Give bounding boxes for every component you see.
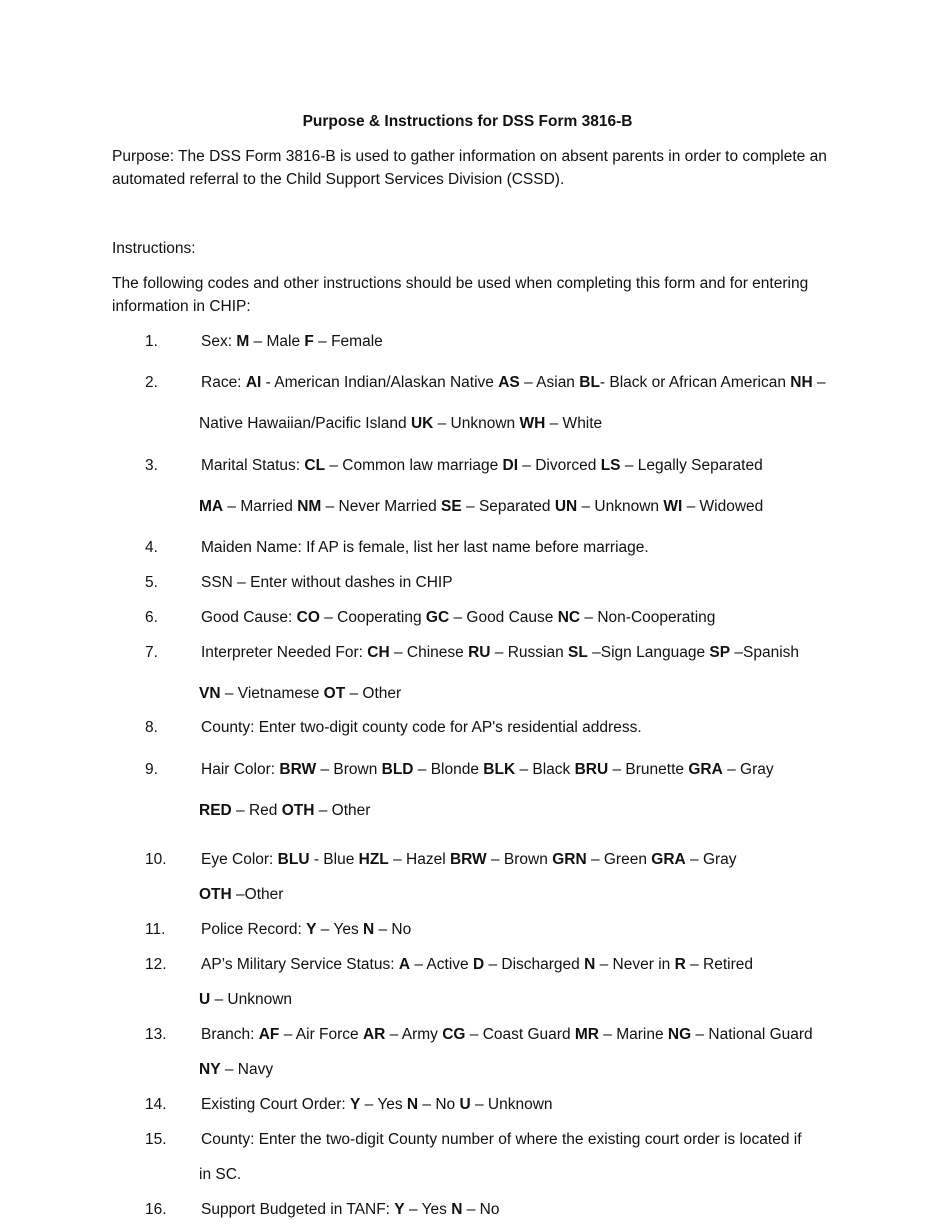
code: WI xyxy=(663,498,683,515)
list-item-number: 3. xyxy=(145,457,158,474)
list-item-continuation xyxy=(199,886,283,904)
code-description: - Black or African American xyxy=(599,374,791,391)
code: NC xyxy=(557,609,581,626)
code: OTH xyxy=(281,802,315,819)
list-item-number: 2. xyxy=(145,374,158,391)
list-item-text xyxy=(201,921,411,939)
list-item-text xyxy=(201,1096,553,1114)
code-description: – Gray xyxy=(722,761,774,778)
code: UN xyxy=(554,498,578,515)
code-description: Police Record: xyxy=(201,921,307,938)
list-item-number: 13. xyxy=(145,1026,167,1043)
purpose-paragraph: Purpose: The DSS Form 3816-B is used to gather information on absent parents in order to complete an automated referral to the Child Support Services Division (CSSD). xyxy=(112,148,827,188)
code-description: Native Hawaiian/Pacific Island xyxy=(199,415,411,432)
code: AI xyxy=(245,374,262,391)
list-item-number: 11. xyxy=(145,921,166,938)
code-description: – Never Married xyxy=(321,498,442,515)
code-description: – Army xyxy=(385,1026,443,1043)
list-item-text xyxy=(201,1131,802,1149)
code: CL xyxy=(304,457,326,474)
code-description: – Discharged xyxy=(484,956,585,973)
code-description: – Brown xyxy=(316,761,382,778)
code-description: – Brown xyxy=(486,851,553,868)
code-description: – Chinese xyxy=(389,644,469,661)
list-item-text xyxy=(201,609,715,627)
code-description: – Yes xyxy=(316,921,363,938)
page-title: Purpose & Instructions for DSS Form 3816-B xyxy=(302,113,633,130)
code: CG xyxy=(442,1026,466,1043)
list-item-continuation xyxy=(199,1061,273,1079)
code-description: – Blonde xyxy=(413,761,484,778)
list-item-text xyxy=(201,574,453,592)
list-item-text xyxy=(201,719,642,737)
list-item-number: 9. xyxy=(145,761,158,778)
code: N xyxy=(363,921,375,938)
code-description: County: Enter two-digit county code for AP's residential address. xyxy=(201,719,642,736)
list-item-number: 1. xyxy=(145,333,158,350)
code-description: – Marine xyxy=(599,1026,668,1043)
code: RED xyxy=(199,802,232,819)
code-description: – Unknown xyxy=(210,991,293,1008)
list-item-continuation xyxy=(199,991,292,1009)
code-description: – No xyxy=(418,1096,460,1113)
code: N xyxy=(584,956,596,973)
list-item-text xyxy=(201,333,383,351)
code: BRW xyxy=(279,761,317,778)
code-description: – Asian xyxy=(519,374,580,391)
code-description: – Gray xyxy=(685,851,737,868)
list-item-text xyxy=(201,457,763,475)
code: Y xyxy=(350,1096,361,1113)
code: BLU xyxy=(277,851,310,868)
code: N xyxy=(451,1201,463,1218)
code-description: – Air Force xyxy=(279,1026,363,1043)
list-item-number: 12. xyxy=(145,956,167,973)
code: WH xyxy=(519,415,546,432)
list-item-text xyxy=(201,851,737,869)
code-description: – Other xyxy=(345,685,402,702)
list-item-continuation xyxy=(199,802,370,820)
code-description: SSN – Enter without dashes in CHIP xyxy=(201,574,453,591)
code: SE xyxy=(441,498,462,515)
code-description: – Good Cause xyxy=(449,609,558,626)
code-description: – Russian xyxy=(490,644,569,661)
code: HZL xyxy=(358,851,389,868)
code: AR xyxy=(362,1026,386,1043)
list-item-text xyxy=(201,956,753,974)
code: VN xyxy=(199,685,221,702)
code-description: – Male xyxy=(249,333,305,350)
list-item-number: 10. xyxy=(145,851,167,868)
code: Y xyxy=(394,1201,405,1218)
code: CH xyxy=(367,644,390,661)
code-description: – Red xyxy=(231,802,282,819)
code: N xyxy=(406,1096,419,1113)
list-item-number: 6. xyxy=(145,609,158,626)
list-item-number: 8. xyxy=(145,719,158,736)
code: Y xyxy=(306,921,317,938)
code: GC xyxy=(425,609,450,626)
code-description: –Spanish xyxy=(730,644,800,661)
list-item-text xyxy=(201,374,826,392)
code-description: – Navy xyxy=(220,1061,274,1078)
code-description: –Sign Language xyxy=(587,644,710,661)
code-description: County: Enter the two-digit County number of where the existing court order is located if xyxy=(201,1131,802,1148)
list-item-continuation xyxy=(199,1166,241,1184)
code-description: – Widowed xyxy=(682,498,764,515)
code-description: – Non-Cooperating xyxy=(580,609,716,626)
code: CO xyxy=(296,609,320,626)
code-description: Branch: xyxy=(201,1026,259,1043)
code-description: Maiden Name: If AP is female, list her last name before marriage. xyxy=(201,539,649,556)
code-description: – Black xyxy=(515,761,575,778)
code-description: –Other xyxy=(231,886,284,903)
code: SL xyxy=(568,644,588,661)
code-description: – Unknown xyxy=(577,498,664,515)
code-description: – National Guard xyxy=(691,1026,813,1043)
code: F xyxy=(304,333,314,350)
code-description: – Vietnamese xyxy=(220,685,324,702)
list-item-continuation xyxy=(199,498,763,516)
list-item-number: 5. xyxy=(145,574,158,591)
code-description: Good Cause: xyxy=(201,609,297,626)
code: UK xyxy=(410,415,434,432)
code: GRN xyxy=(552,851,587,868)
code-description: – Retired xyxy=(685,956,753,973)
list-item-text xyxy=(201,644,799,662)
code: R xyxy=(674,956,686,973)
code: U xyxy=(459,1096,471,1113)
code-description: – Green xyxy=(586,851,652,868)
code-description: – Brunette xyxy=(608,761,689,778)
instructions-intro: The following codes and other instructions should be used when completing this form and for entering information in CHIP: xyxy=(112,275,809,315)
code: OT xyxy=(323,685,346,702)
list-item-text xyxy=(201,1201,499,1219)
code-description: Existing Court Order: xyxy=(201,1096,351,1113)
code-description: – Active xyxy=(410,956,473,973)
code: DI xyxy=(502,457,518,474)
code-description: Support Budgeted in TANF: xyxy=(201,1201,395,1218)
code: AF xyxy=(258,1026,280,1043)
code: BL xyxy=(579,374,600,391)
code-description: – Cooperating xyxy=(319,609,426,626)
code-description: – Common law marriage xyxy=(325,457,503,474)
code-description: Eye Color: xyxy=(201,851,278,868)
code: GRA xyxy=(688,761,723,778)
code-description: – Other xyxy=(314,802,371,819)
code: LS xyxy=(600,457,621,474)
list-item-text xyxy=(201,1026,813,1044)
code: NH xyxy=(790,374,813,391)
code: RU xyxy=(468,644,491,661)
code: BRW xyxy=(449,851,487,868)
code-description: in SC. xyxy=(199,1166,242,1183)
code-description: – Coast Guard xyxy=(465,1026,575,1043)
code-description: – Legally Separated xyxy=(620,457,763,474)
code: MA xyxy=(199,498,224,515)
code: BLK xyxy=(483,761,516,778)
code: M xyxy=(236,333,250,350)
code: U xyxy=(199,991,211,1008)
code-description: – No xyxy=(462,1201,500,1218)
list-item-text xyxy=(201,539,649,557)
code: A xyxy=(398,956,411,973)
code-description: – Yes xyxy=(360,1096,407,1113)
code-description: – Yes xyxy=(404,1201,452,1218)
code-description: – Unknown xyxy=(433,415,520,432)
code: NY xyxy=(199,1061,221,1078)
code-description: Race: xyxy=(201,374,246,391)
list-item-number: 4. xyxy=(145,539,158,556)
code-description: Hair Color: xyxy=(201,761,280,778)
code-description: – Separated xyxy=(461,498,555,515)
list-item-number: 15. xyxy=(145,1131,167,1148)
code: OTH xyxy=(199,886,232,903)
list-item-number: 16. xyxy=(145,1201,167,1218)
code-description: Interpreter Needed For: xyxy=(201,644,368,661)
list-item-text xyxy=(201,761,774,779)
code: AS xyxy=(498,374,520,391)
code: NM xyxy=(297,498,322,515)
code: MR xyxy=(574,1026,599,1043)
code-description: – No xyxy=(374,921,412,938)
code: NG xyxy=(667,1026,692,1043)
code: BRU xyxy=(574,761,609,778)
code: SP xyxy=(709,644,731,661)
code-description: Sex: xyxy=(201,333,237,350)
code-description: – Married xyxy=(223,498,298,515)
code-description: – xyxy=(812,374,826,391)
code-description: – Female xyxy=(313,333,383,350)
instructions-heading: Instructions: xyxy=(112,240,196,257)
list-item-number: 7. xyxy=(145,644,158,661)
list-item-continuation xyxy=(199,685,401,703)
code-description: – Hazel xyxy=(388,851,450,868)
code-description: - Blue xyxy=(309,851,359,868)
list-item-number: 14. xyxy=(145,1096,167,1113)
code: GRA xyxy=(651,851,686,868)
code: D xyxy=(472,956,485,973)
code: BLD xyxy=(381,761,414,778)
code-description: – White xyxy=(545,415,603,432)
code-description: – Divorced xyxy=(518,457,601,474)
code-description: – Unknown xyxy=(470,1096,553,1113)
list-item-continuation xyxy=(199,415,602,433)
code-description: - American Indian/Alaskan Native xyxy=(261,374,499,391)
code-description: – Never in xyxy=(595,956,675,973)
code-description: AP’s Military Service Status: xyxy=(201,956,399,973)
code-description: Marital Status: xyxy=(201,457,305,474)
